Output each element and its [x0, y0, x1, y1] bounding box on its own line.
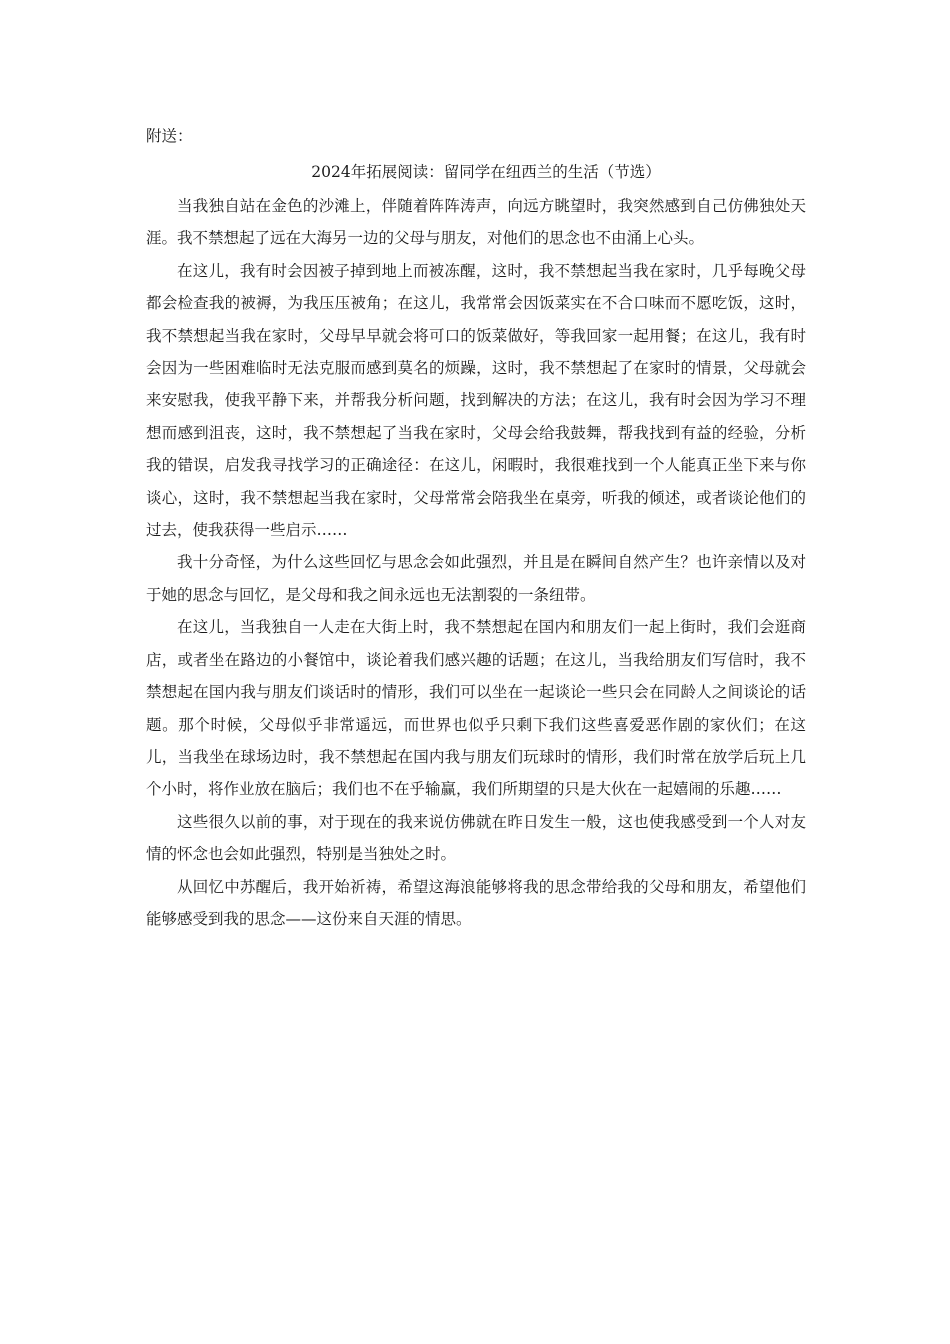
- paragraph-4: 在这儿，当我独自一人走在大街上时，我不禁想起在国内和朋友们一起上街时，我们会逛商店，或者坐在路边的小餐馆中，谈论着我们感兴趣的话题；在这儿，当我给朋友们写信时，我不禁想起在国内我与朋友们谈话时的情形，我们可以坐在一起谈论一些只会在同龄人之间谈论的话题。那个时候，父母似乎非常遥远，而世界也似乎只剩下我们这些喜爱恶作剧的家伙们；在这儿，当我坐在球场边时，我不禁想起在国内我与朋友们玩球时的情形，我们时常在放学后玩上几个小时，将作业放在脑后；我们也不在乎输赢，我们所期望的只是大伙在一起嬉闹的乐趣……: [146, 618, 806, 799]
- document-title: 2024年拓展阅读：留同学在纽西兰的生活（节选）: [311, 163, 661, 181]
- document-prefix: 附送：: [146, 127, 193, 145]
- document-page: [146, 118, 806, 935]
- paragraph-5: 这些很久以前的事，对于现在的我来说仿佛就在昨日发生一般，这也使我感受到一个人对友情的怀念也会如此强烈，特别是当独处之时。: [146, 812, 806, 864]
- paragraph-2: 在这儿，我有时会因被子掉到地上而被冻醒，这时，我不禁想起当我在家时，几乎每晚父母都会检查我的被褥，为我压压被角；在这儿，我常常会因饭菜实在不合口味而不愿吃饭，这时，我不禁想起当我在家时，父母早早就会将可口的饭菜做好，等我回家一起用餐；在这儿，我有时会因为一些困难临时无法克服而感到莫名的烦躁，这时，我不禁想起了在家时的情景，父母就会来安慰我，使我平静下来，并帮我分析问题，找到解决的方法；在这儿，我有时会因为学习不理想而感到沮丧，这时，我不禁想起了当我在家时，父母会给我鼓舞，帮我找到有益的经验，分析我的错误，启发我寻找学习的正确途径：在这儿，闲暇时，我很难找到一个人能真正坐下来与你谈心，这时，我不禁想起当我在家时，父母常常会陪我坐在桌旁，听我的倾述，或者谈论他们的过去，使我获得一些启示……: [146, 261, 806, 540]
- paragraph-1: 当我独自站在金色的沙滩上，伴随着阵阵涛声，向远方眺望时，我突然感到自己仿佛独处天涯。我不禁想起了远在大海另一边的父母与朋友，对他们的思念也不由涌上心头。: [146, 197, 806, 248]
- paragraph-3: 我十分奇怪，为什么这些回忆与思念会如此强烈，并且是在瞬间自然产生？也许亲情以及对于她的思念与回忆，是父母和我之间永远也无法割裂的一条纽带。: [146, 553, 806, 604]
- paragraph-6: 从回忆中苏醒后，我开始祈祷，希望这海浪能够将我的思念带给我的父母和朋友，希望他们能够感受到我的思念——这份来自天涯的情思。: [146, 877, 806, 928]
